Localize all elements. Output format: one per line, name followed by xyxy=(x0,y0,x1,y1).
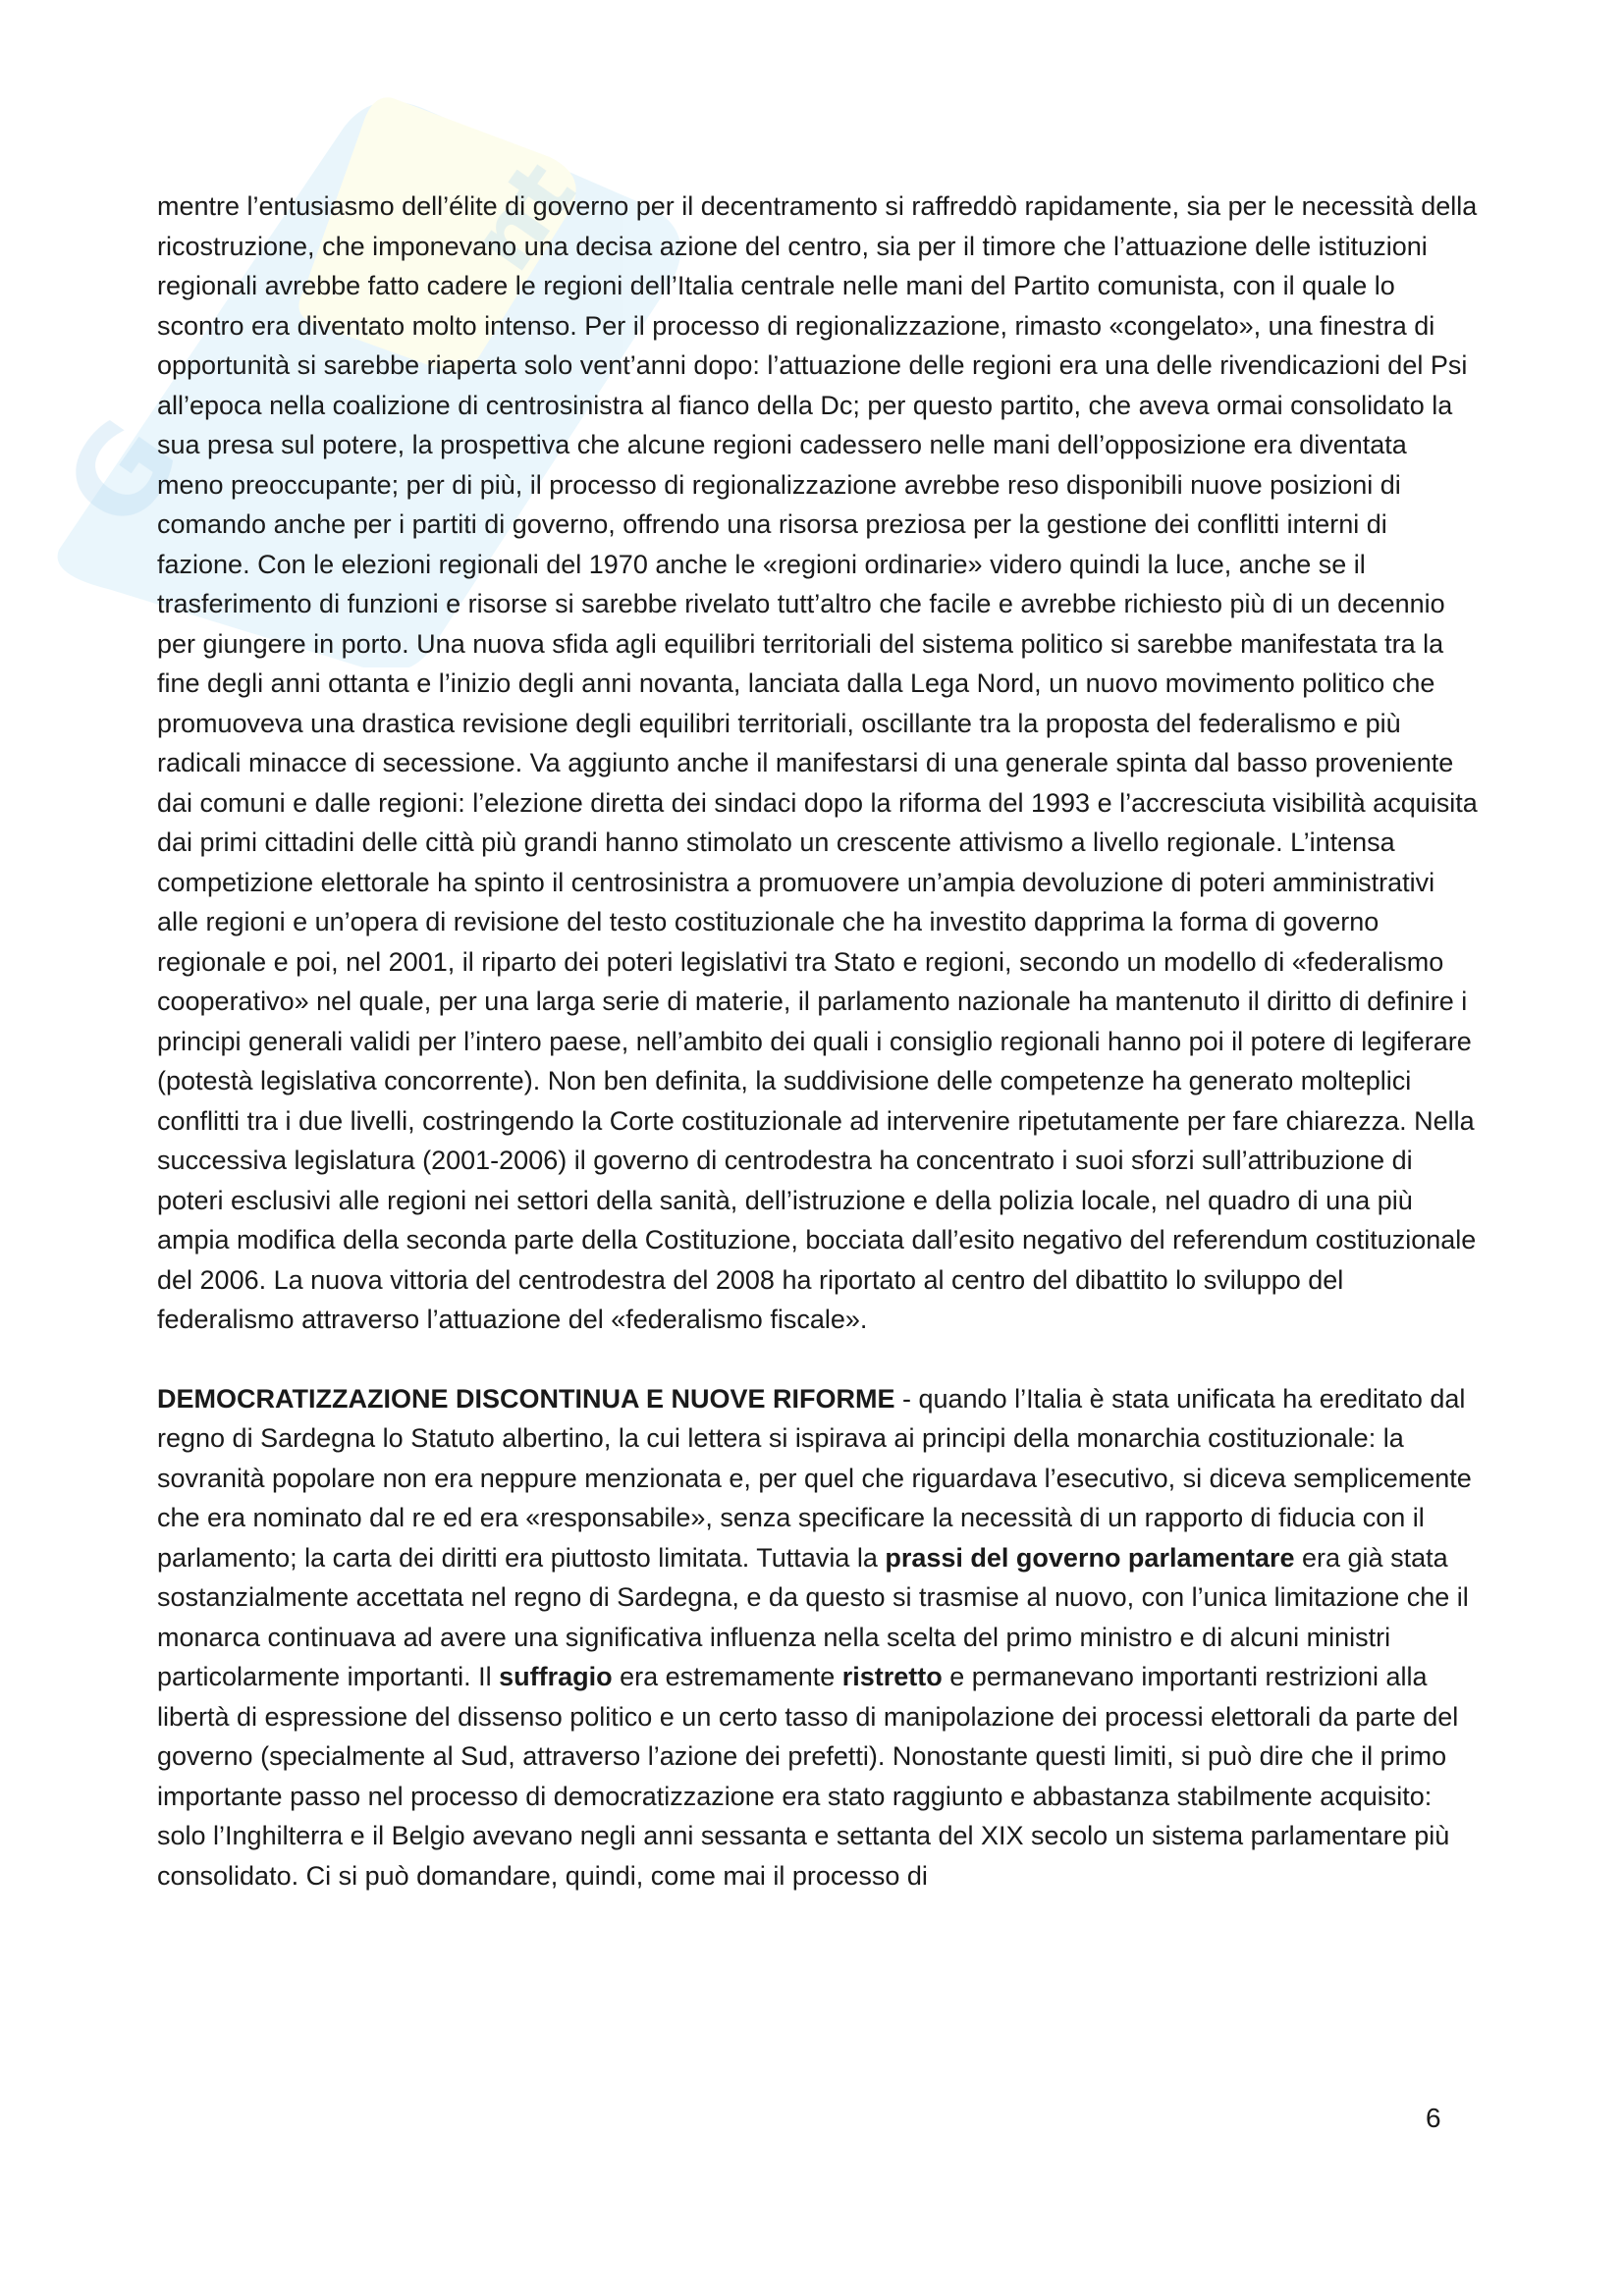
paragraph-gap xyxy=(157,1340,1478,1379)
paragraph-text: - quando l’Italia è stata unificata ha ereditato dal regno di Sardegna lo Statuto albertino, la cui lettera si ispirava ai principi della monarchia costituzionale: la sovranità popolare non era neppure menzionata e, per quel che riguardava l’esecutivo, si diceva semplicemente che era nominato dal re ed era «responsabile», senza specificare la necessità di un rapporto di fiducia con il parlamento; la carta dei diritti era piuttosto limitata. Tuttavia la xyxy=(157,1383,1472,1573)
section-heading: DEMOCRATIZZAZIONE DISCONTINUA E NUOVE RIFORME xyxy=(157,1383,895,1414)
paragraph-democratizzazione xyxy=(157,1379,1478,1896)
paragraph-text: era estremamente xyxy=(612,1662,842,1691)
bold-term: prassi del governo parlamentare xyxy=(885,1542,1295,1573)
bold-term: ristretto xyxy=(841,1662,943,1691)
paragraph-text: e permanevano importanti restrizioni alla libertà di espressione del dissenso politico e un certo tasso di manipolazione dei processi elettorali da parte del governo (specialmente al Sud, attraverso l’azione dei prefetti). Nonostante questi limiti, si può dire che il primo importante passo nel processo di democratizzazione era stato raggiunto e abbastanza stabilmente acquisito: solo l’Inghilterra e il Belgio avevano negli anni sessanta e settanta del XIX secolo un sistema parlamentare più consolidato. Ci si può domandare, quindi, come mai il processo di xyxy=(157,1662,1459,1891)
svg-text:G: G xyxy=(39,395,207,553)
bold-term: suffragio xyxy=(499,1662,613,1691)
paragraph-regionalizzazione: mentre l’entusiasmo dell’élite di governo per il decentramento si raffreddò rapidamente, sia per le necessità della ricostruzione, che imponevano una decisa azione del centro, sia per il timore che l’attuazione delle istituzioni regionali avrebbe fatto cadere le regioni dell’Italia centrale nelle mani del Partito comunista, con il quale lo scontro era diventato molto intenso. Per il processo di regionalizzazione, rimasto «congelato», una finestra di opportunità si sarebbe riaperta solo vent’anni dopo: l’attuazione delle regioni era una delle rivendicazioni del Psi all’epoca nella coalizione di centrosinistra al fianco della Dc; per questo partito, che aveva ormai consolidato la sua presa sul potere, la prospettiva che alcune regioni cadessero nelle mani dell’opposizione era diventata meno preoccupante; per di più, il processo di regionalizzazione avrebbe reso disponibili nuove posizioni di comando anche per i partiti di governo, offrendo una risorsa preziosa per la gestione dei conflitti interni di fazione. Con le elezioni regionali del 1970 anche le «regioni ordinarie» videro quindi la luce, anche se il trasferimento di funzioni e risorse si sarebbe rivelato tutt’altro che facile e avrebbe richiesto più di un decennio per giungere in porto. Una nuova sfida agli equilibri territoriali del sistema politico si sarebbe manifestata tra la fine degli anni ottanta e l’inizio degli anni novanta, lanciata dalla Lega Nord, un nuovo movimento politico che promuoveva una drastica revisione degli equilibri territoriali, oscillante tra la proposta del federalismo e più radicali minacce di secessione. Va aggiunto anche il manifestarsi di una generale spinta dal basso proveniente dai comuni e dalle regioni: l’elezione diretta dei sindaci dopo la riforma del 1993 e l’accresciuta visibilità acquisita dai primi cittadini delle città più grandi hanno stimolato un crescente attivismo a livello regionale. L’intensa competizione elettorale ha spinto il centrosinistra a promuovere un’ampia devoluzione di poteri amministrativi alle regioni e un’opera di revisione del testo costituzionale che ha investito dapprima la forma di governo regionale e poi, nel 2001, il riparto dei poteri legislativi tra Stato e regioni, secondo un modello di «federalismo cooperativo» nel quale, per una larga serie di materie, il parlamento nazionale ha mantenuto il diritto di definire i principi generali validi per l’intero paese, nell’ambito dei quali i consiglio regionali hanno poi il potere di legiferare (potestà legislativa concorrente). Non ben definita, la suddivisione delle competenze ha generato molteplici conflitti tra i due livelli, costringendo la Corte costituzionale ad intervenire ripetutamente per fare chiarezza. Nella successiva legislatura (2001-2006) il governo di centrodestra ha concentrato i suoi sforzi sull’attribuzione di poteri esclusivi alle regioni nei settori della sanità, dell’istruzione e della polizia locale, nel quadro di una più ampia modifica della seconda parte della Costituzione, bocciata dall’esito negativo del referendum costituzionale del 2006. La nuova vittoria del centrodestra del 2008 ha riportato al centro del dibattito lo sviluppo del federalismo attraverso l’attuazione del «federalismo fiscale». xyxy=(157,191,1478,1334)
page-body xyxy=(157,187,1478,1896)
svg-text:nt: nt xyxy=(451,143,596,290)
paragraph-text: era già stata sostanzialmente accettata nel regno di Sardegna, e da questo si trasmise al nuovo, con l’unica limitazione che il monarca continuava ad avere una significativa influenza nella scelta del primo ministro e di alcuni ministri particolarmente importanti. Il xyxy=(157,1542,1469,1691)
page-number: 6 xyxy=(1426,2103,1441,2133)
